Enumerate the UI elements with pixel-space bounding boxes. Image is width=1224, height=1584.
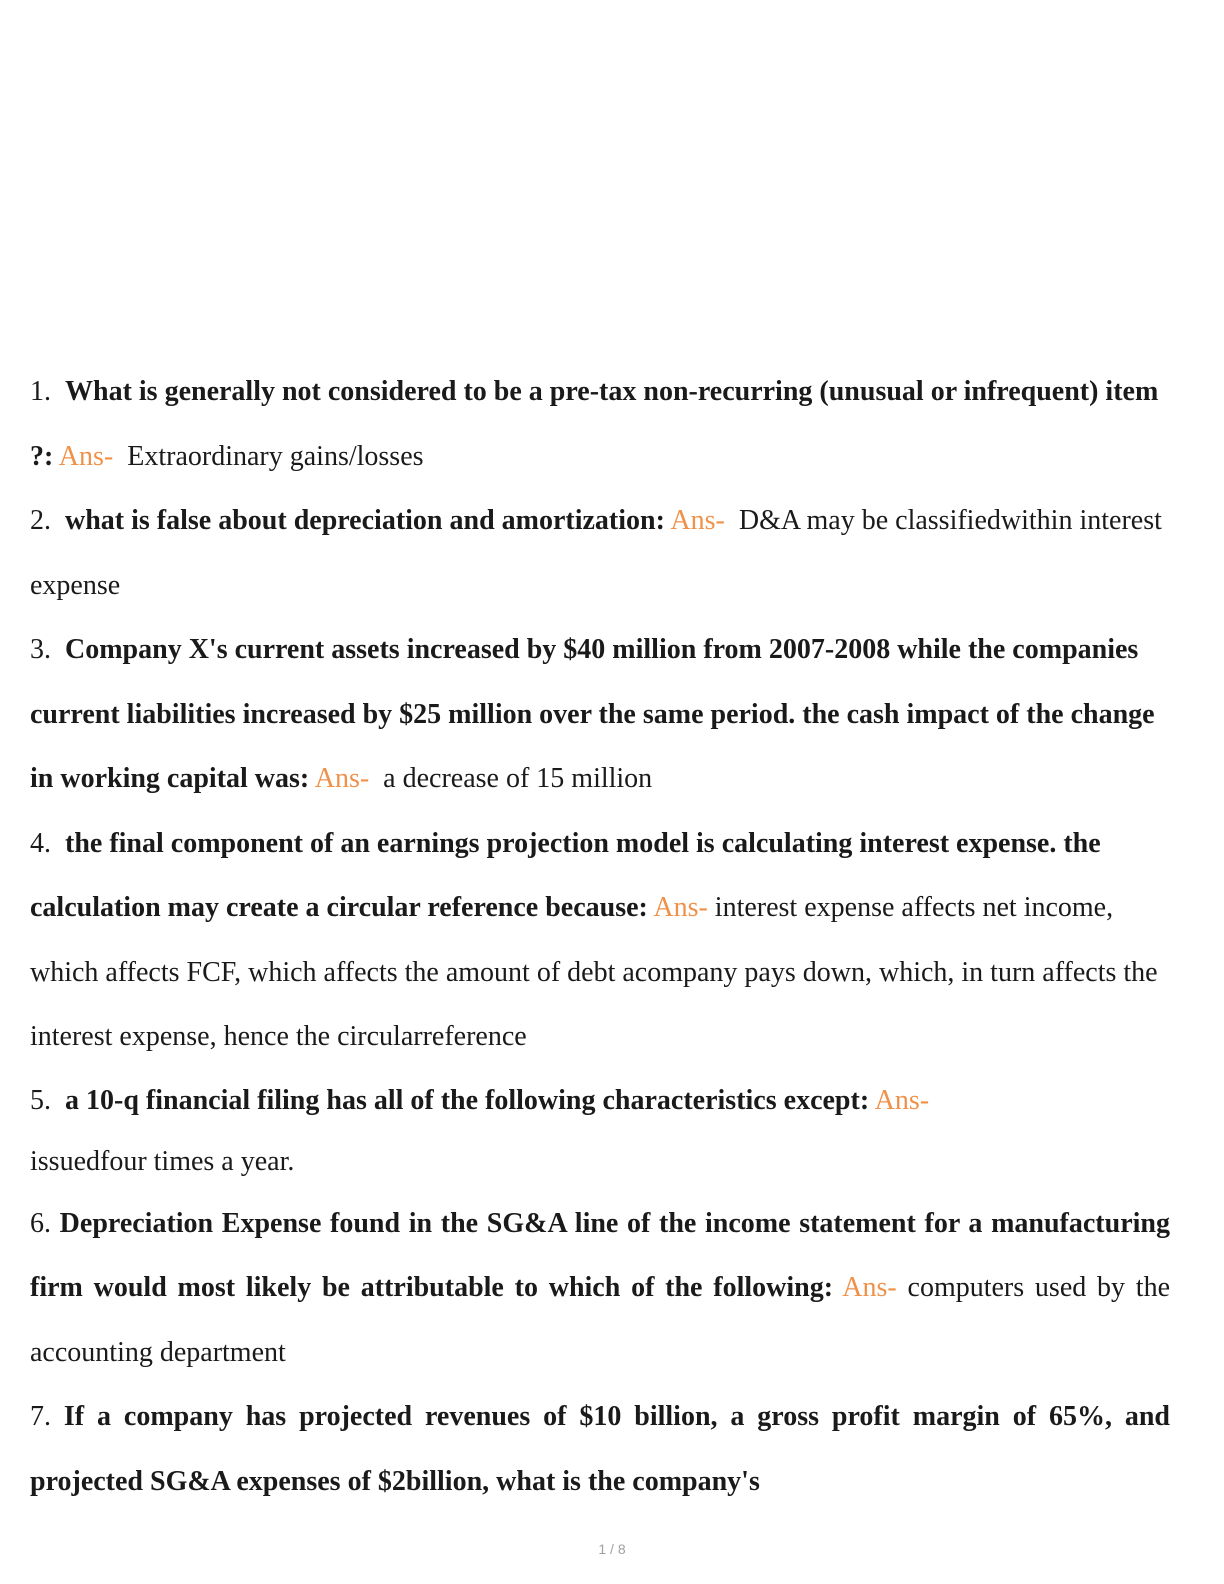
question-text: Company X's current assets increased by $40 million from 2007-2008 while the companies current liabilities increased by $25 million over the same period. the cash impact of the change in working capital was: (30, 634, 1155, 794)
question-text: If a company has projected revenues of $10 billion, a gross profit margin of 65%, and projected SG&A expenses of $2billion, what is the company's (30, 1401, 1171, 1497)
qa-list (30, 360, 1170, 1514)
question-text: Depreciation Expense found in the SG&A line of the income statement for a manufacturing firm would most likely be attributable to which of the following: (30, 1207, 1170, 1303)
answer-label: Ans- (874, 1084, 930, 1116)
qa-item-5 (30, 1070, 1170, 1192)
answer-text: interest expense affects net income, which affects FCF, which affects the amount of debt acompany pays down, which, in turn affects the interest expense, hence the circularreference (30, 892, 1158, 1052)
item-number: 1. (30, 376, 51, 407)
item-number: 4. (30, 827, 51, 859)
question-text: what is false about depreciation and amortization: (65, 505, 665, 536)
item-number: 6. (30, 1207, 51, 1239)
qa-item-4 (30, 812, 1170, 1070)
item-number: 2. (30, 505, 51, 536)
qa-item-6 (30, 1192, 1170, 1386)
answer-label: Ans- (670, 505, 725, 536)
qa-item-1 (30, 360, 1170, 489)
answer-label: Ans- (842, 1272, 897, 1303)
qa-item-7 (30, 1385, 1170, 1514)
answer-text: issuedfour times a year. (30, 1145, 295, 1177)
answer-text: Extraordinary gains/losses (127, 440, 424, 472)
answer-text: D&A may be classifiedwithin interest expense (30, 505, 1162, 601)
item-number: 5. (30, 1084, 51, 1116)
answer-label: Ans- (58, 440, 114, 472)
answer-text: computers used by the accounting department (30, 1272, 1171, 1368)
answer-label: Ans- (653, 892, 708, 923)
question-text: a 10-q financial filing has all of the following characteristics except: (65, 1084, 870, 1116)
page-indicator: 1 / 8 (598, 1541, 626, 1557)
item-number: 7. (30, 1401, 51, 1432)
qa-item-2 (30, 489, 1170, 618)
answer-text: a decrease of 15 million (383, 763, 653, 794)
qa-item-3 (30, 618, 1170, 812)
question-text: What is generally not considered to be a pre-tax non-recurring (unusual or infrequent) item ?: (30, 376, 1159, 472)
item-number: 3. (30, 634, 51, 665)
answer-label: Ans- (314, 763, 370, 794)
question-text: the final component of an earnings projection model is calculating interest expense. the calculation may create a circular reference because: (30, 827, 1101, 923)
